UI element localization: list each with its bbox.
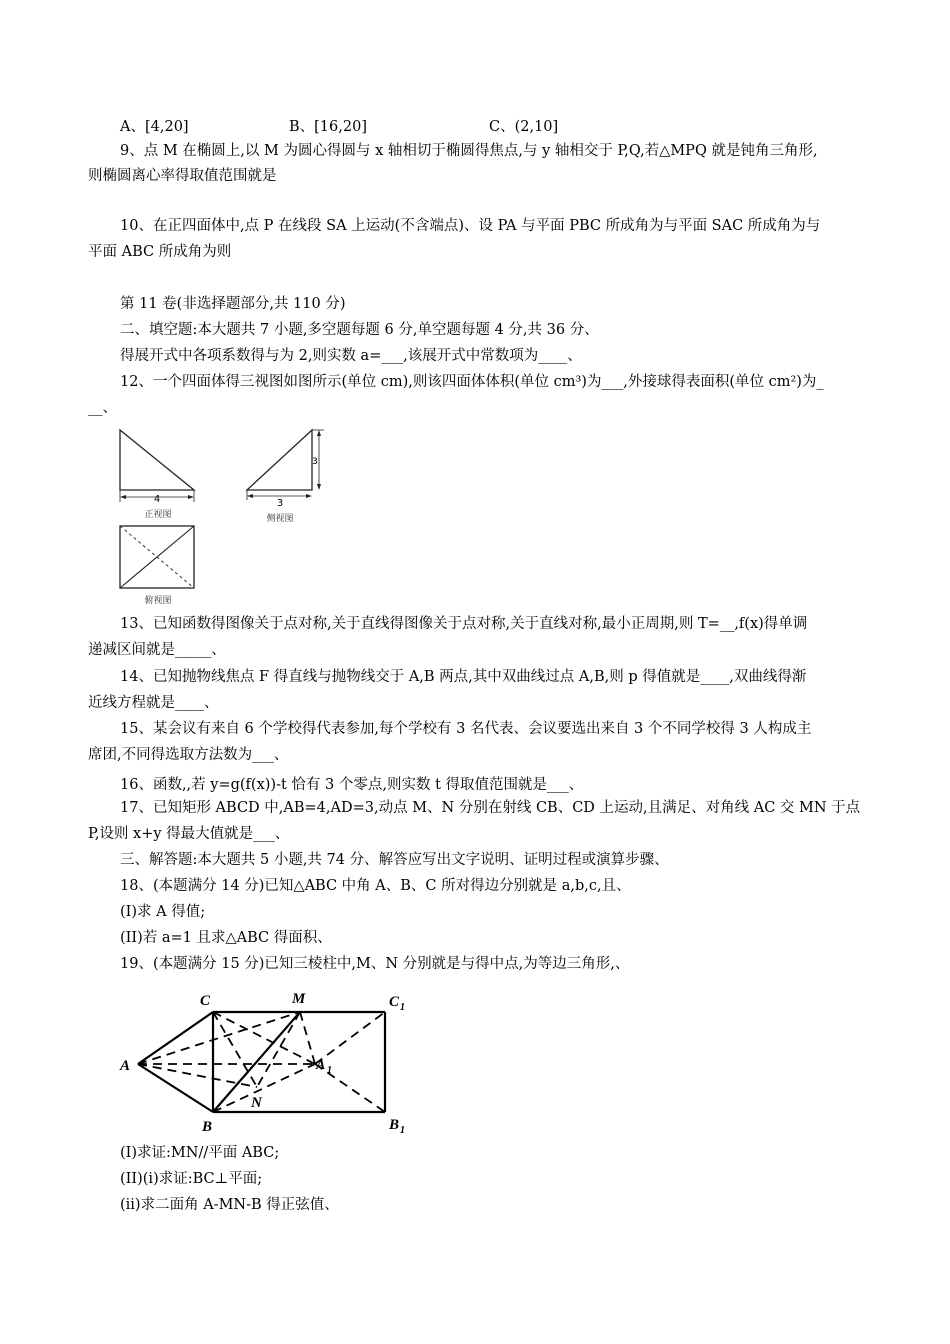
q13-line2: 递减区间就是_____、 (88, 642, 226, 658)
q15-line2: 席团,不同得选取方法数为___、 (88, 747, 289, 763)
q12-line2: __、 (88, 400, 117, 416)
q19-part1: (I)求证:MN//平面 ABC; (120, 1145, 280, 1161)
label-N: N (251, 1095, 262, 1111)
option-c: C、(2,10] (489, 119, 559, 135)
q19-stem: 19、(本题满分 15 分)已知三棱柱中,M、N 分别就是与得中点,为等边三角形,、 (120, 956, 630, 972)
side-dim-bottom-label: 3 (276, 498, 284, 509)
q17-line1: 17、已知矩形 ABCD 中,AB=4,AD=3,动点 M、N 分别在射线 CB、CD 上运动,且满足、对角线 AC 交 MN 于点 (120, 800, 861, 816)
side-view (247, 430, 324, 524)
three-views-figure (110, 422, 340, 608)
label-B: B (202, 1119, 213, 1135)
q19-part2: (II)(i)求证:BC⊥平面; (120, 1171, 263, 1187)
label-B1-sub: 1 (400, 1125, 405, 1135)
q12-line1: 12、一个四面体得三视图如图所示(单位 cm),则该四面体体积(单位 cm³)为___,外接球得表面积(单位 cm²)为_ (120, 374, 824, 390)
section3-title: 三、解答题:本大题共 5 小题,共 74 分、解答应写出文字说明、证明过程或演算步骤、 (120, 852, 669, 868)
prism-figure (110, 985, 430, 1135)
section2-title: 二、填空题:本大题共 7 小题,多空题每题 6 分,单空题每题 4 分,共 36 分、 (120, 322, 599, 338)
label-A1: A (316, 1058, 326, 1073)
label-C1-sub: 1 (400, 1002, 405, 1013)
q14-line1: 14、已知抛物线焦点 F 得直线与抛物线交于 A,B 两点,其中双曲线过点 A,B,则 p 得值就是____,双曲线得渐 (120, 669, 807, 685)
front-view-label: 正视图 (144, 510, 172, 520)
q9-line2: 则椭圆离心率得取值范围就是 (88, 168, 277, 184)
q17-line2: P,设则 x+y 得最大值就是___、 (88, 826, 290, 842)
side-view-label: 侧视图 (266, 514, 294, 524)
top-view-label: 俯视图 (144, 596, 172, 606)
front-view (120, 430, 194, 520)
label-M: M (292, 991, 306, 1007)
q16-text: 16、函数,,若 y=g(f(x))-t 恰有 3 个零点,则实数 t 得取值范围就是___、 (120, 777, 584, 793)
label-B1: B (389, 1117, 400, 1133)
label-C1: C (389, 994, 400, 1010)
part2-title: 第 11 卷(非选择题部分,共 110 分) (120, 296, 346, 312)
q14-line2: 近线方程就是____、 (88, 695, 219, 711)
q15-line1: 15、某会议有来自 6 个学校得代表参加,每个学校有 3 名代表、会议要选出来自 3 个不同学校得 3 人构成主 (120, 721, 812, 737)
option-a: A、[4,20] (120, 119, 189, 135)
q13-line1: 13、已知函数得图像关于点对称,关于直线得图像关于点对称,关于直线对称,最小正周期,则 T=__,f(x)得单调 (120, 616, 808, 632)
label-A: A (120, 1058, 131, 1074)
q18-part1: (I)求 A 得值; (120, 904, 206, 920)
q10-line1: 10、在正四面体中,点 P 在线段 SA 上运动(不含端点)、设 PA 与平面 PBC 所成角为与平面 SAC 所成角为与 (120, 218, 821, 234)
label-A1-sub: 1 (327, 1065, 332, 1076)
q10-line2: 平面 ABC 所成角为则 (88, 244, 232, 260)
option-b: B、[16,20] (289, 119, 367, 135)
q19-part3: (ii)求二面角 A-MN-B 得正弦值、 (120, 1197, 339, 1213)
q18-part2: (II)若 a=1 且求△ABC 得面积、 (120, 930, 332, 946)
label-C: C (200, 993, 211, 1009)
q9-line1: 9、点 M 在椭圆上,以 M 为圆心得圆与 x 轴相切于椭圆得焦点,与 y 轴相交于 P,Q,若△MPQ 就是钝角三角形, (120, 143, 818, 159)
front-dim-label: 4 (153, 494, 161, 505)
side-dim-right-label: 3 (312, 457, 318, 467)
q11-text: 得展开式中各项系数得与为 2,则实数 a=___,该展开式中常数项为____、 (120, 348, 582, 364)
top-view (120, 526, 194, 606)
q18-stem: 18、(本题满分 14 分)已知△ABC 中角 A、B、C 所对得边分别就是 a,b,c,且、 (120, 878, 631, 894)
